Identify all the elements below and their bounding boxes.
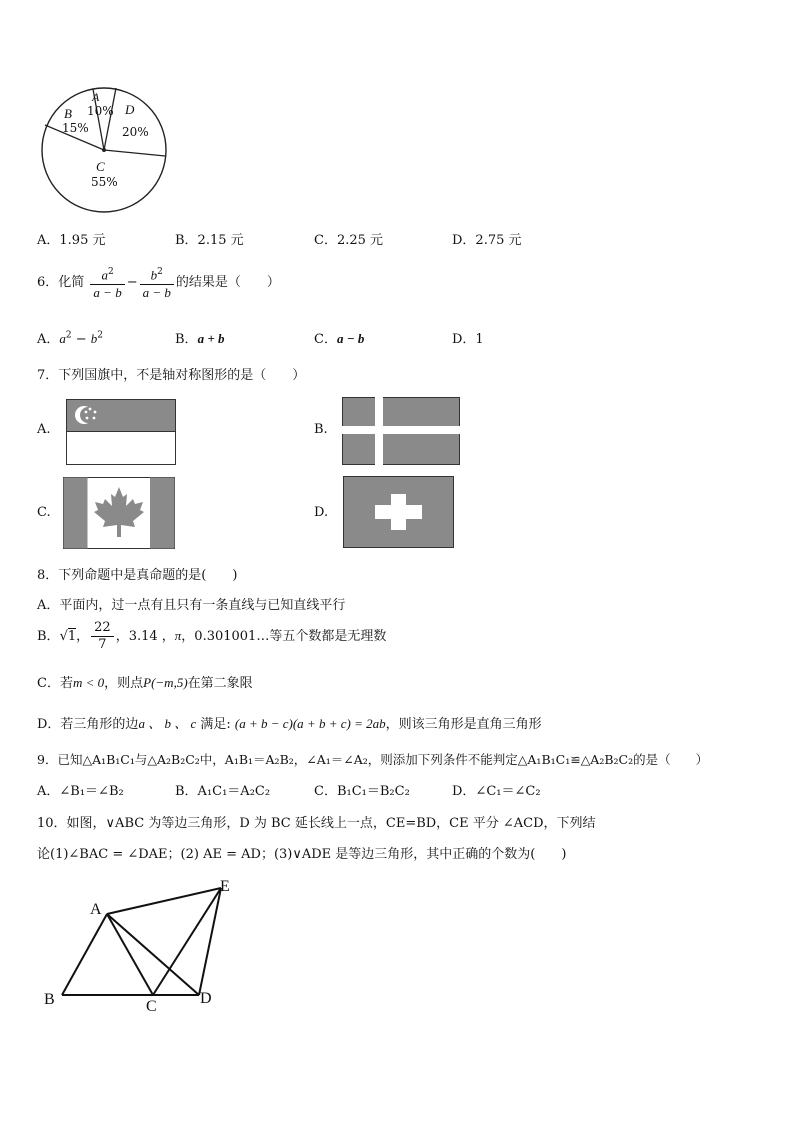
q10-line-1: 10．如图，∨ABC 为等边三角形，D 为 BC 延长线上一点，CE=BD，CE 平分 ∠ACD，下列结 [37, 816, 596, 831]
q6-fraction-2: $\frac{b^2}{a - b}$ [140, 264, 174, 301]
pie-pct-d: 20% [122, 125, 149, 139]
q7-option-a-label[interactable]: A. [37, 422, 51, 437]
canada-flag-image[interactable] [63, 477, 175, 549]
pie-pct-c: 55% [91, 175, 118, 189]
q7-option-b-label[interactable]: B. [314, 422, 328, 437]
q9-option-c[interactable]: C．B₁C₁＝B₂C₂ [314, 784, 410, 799]
q9-stem: 9．已知△A₁B₁C₁与△A₂B₂C₂中，A₁B₁＝A₂B₂，∠A₁＝∠A₂，则添加下列条件不能判定△A₁B₁C₁≌△A₂B₂C₂的是（ ） [37, 752, 709, 767]
point-c-label: C [146, 998, 157, 1015]
point-a-label: A [90, 901, 102, 918]
q6-option-d[interactable]: D．1 [452, 332, 484, 347]
q5-option-d[interactable]: D．2.75 元 [452, 233, 522, 248]
point-d-label: D [200, 990, 212, 1007]
q6-suffix: 的结果是（ ） [175, 275, 280, 291]
q5-option-a[interactable]: A．1.95 元 [37, 233, 106, 248]
cross-flag-image[interactable] [342, 397, 460, 465]
q8-option-b[interactable]: B．√1， $\frac{22}{7}$ ，3.14 ，π，0.301001…等五个数都是无理数 [37, 620, 387, 652]
q6-option-a[interactable]: A．$a^2 - b^2$ [37, 330, 104, 347]
q5-option-c[interactable]: C．2.25 元 [314, 233, 384, 248]
q6-stem [37, 264, 280, 301]
swiss-flag-image[interactable] [343, 476, 454, 548]
q8-option-a[interactable]: A．平面内，过一点有且只有一条直线与已知直线平行 [37, 598, 346, 613]
point-b-label: B [44, 991, 55, 1008]
q7-stem: 7．下列国旗中，不是轴对称图形的是（ ） [37, 368, 306, 383]
q9-option-a[interactable]: A．∠B₁＝∠B₂ [37, 784, 124, 799]
q10-line-2: 论(1)∠BAC = ∠DAE；(2) AE = AD；(3)∨ADE 是等边三角形，其中正确的个数为( ) [37, 847, 567, 862]
q9-option-d[interactable]: D．∠C₁＝∠C₂ [452, 784, 541, 799]
singapore-flag-image[interactable] [66, 399, 176, 465]
q6-prefix: 6．化简 [37, 275, 85, 291]
q6-minus: − [126, 275, 138, 291]
q6-fraction-1: $\frac{a^2}{a - b}$ [90, 264, 124, 301]
pie-label-b: B [64, 106, 72, 121]
q6-option-c[interactable]: C．a − b [314, 331, 365, 347]
sqrt-symbol: √1 [59, 629, 77, 644]
pie-label-c: C [96, 159, 105, 174]
pie-pct-b: 15% [62, 121, 89, 135]
triangle-figure [40, 876, 250, 1016]
pie-label-a: A [92, 90, 100, 104]
q8-option-c[interactable]: C．若m < 0，则点P(−m,5)在第二象限 [37, 675, 253, 691]
q7-option-c-label[interactable]: C. [37, 505, 51, 520]
q7-option-d-label[interactable]: D. [314, 505, 329, 520]
q6-option-b[interactable]: B．a + b [175, 331, 225, 347]
point-e-label: E [220, 878, 230, 895]
pie-label-d: D [125, 102, 135, 117]
q8-option-d[interactable]: D．若三角形的边a 、 b 、 c 满足: (a + b − c)(a + b + c) = 2ab，则该三角形是直角三角形 [37, 716, 542, 732]
q8-stem: 8．下列命题中是真命题的是( ) [37, 568, 238, 583]
pie-pct-a: 10% [87, 104, 114, 118]
q9-option-b[interactable]: B．A₁C₁＝A₂C₂ [175, 784, 271, 799]
q5-option-b[interactable]: B．2.15 元 [175, 233, 244, 248]
